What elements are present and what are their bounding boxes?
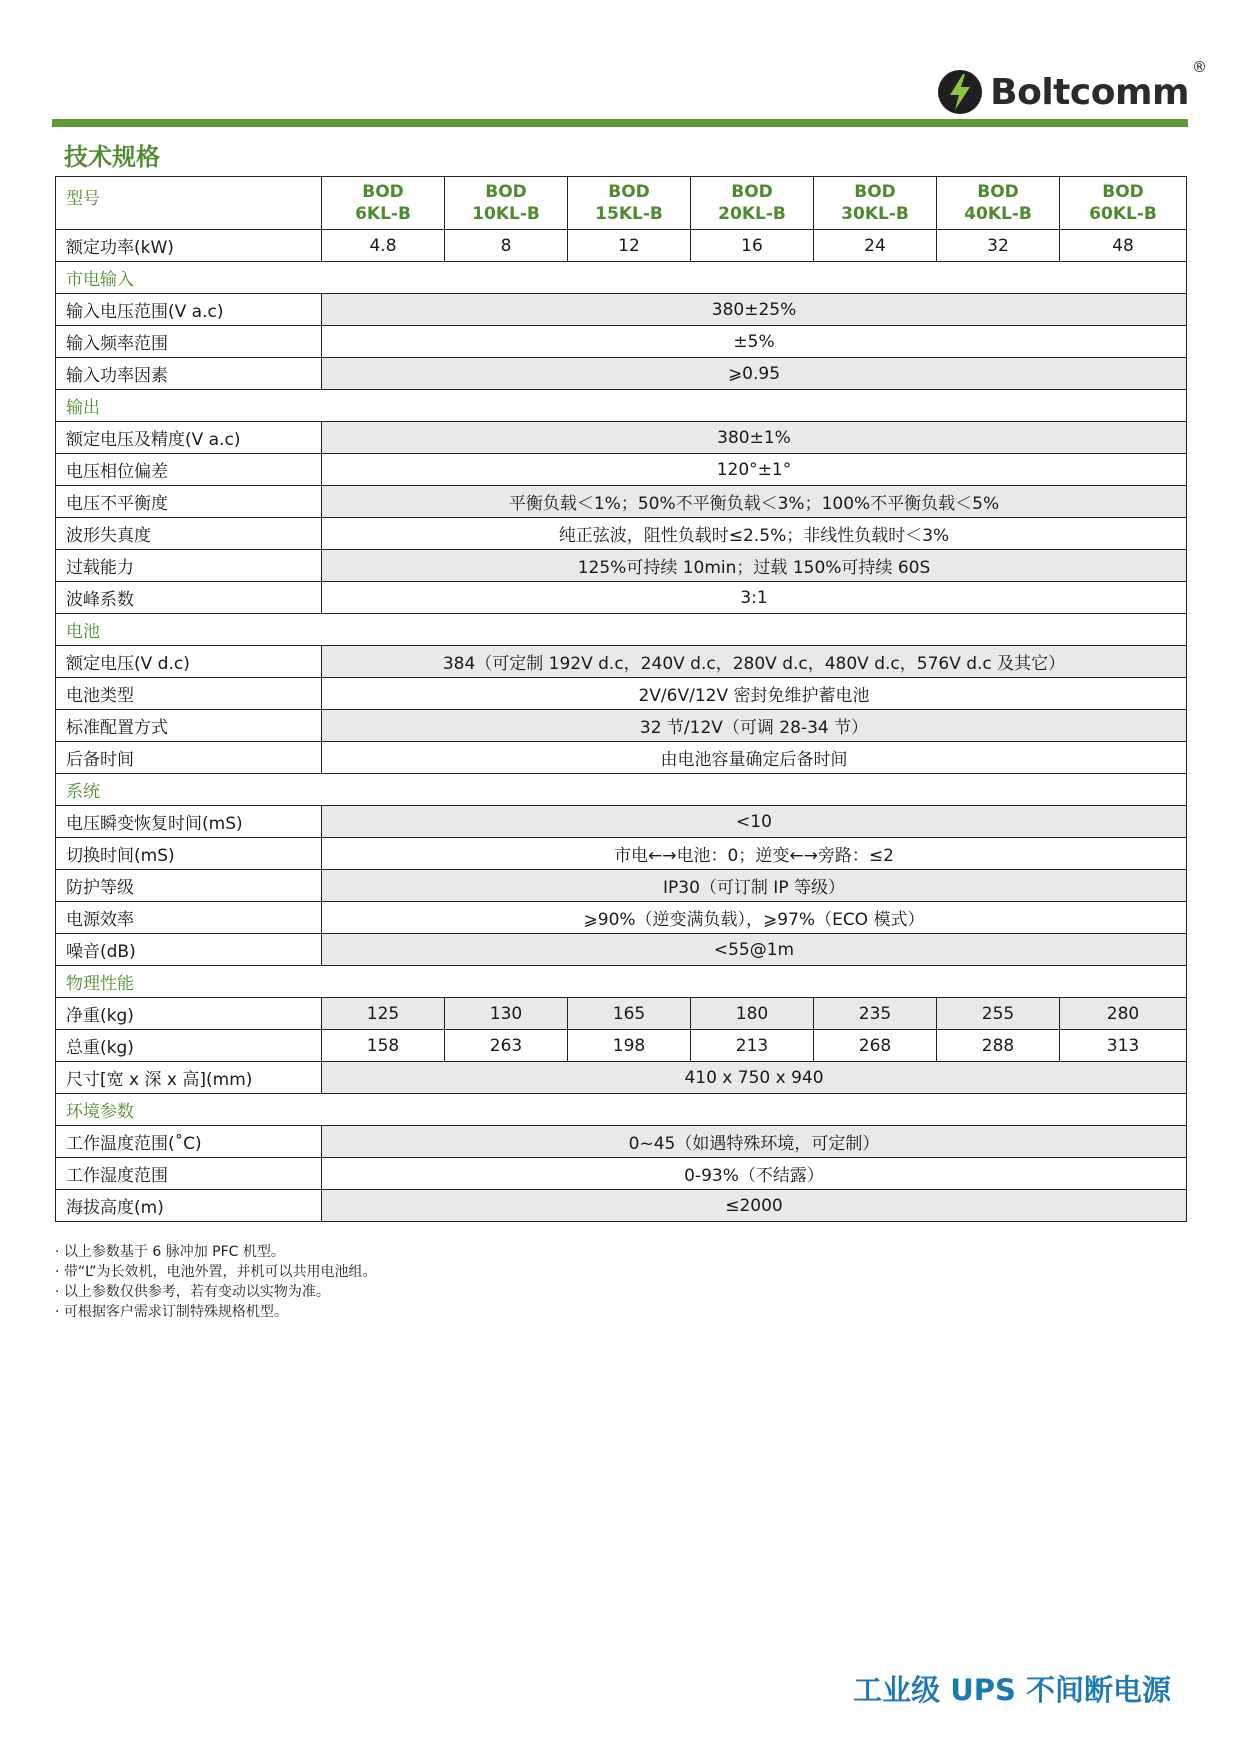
net-weight-value: 235 bbox=[814, 998, 937, 1030]
page-title: 技术规格 bbox=[64, 143, 160, 171]
row-label: 电压不平衡度 bbox=[56, 486, 322, 518]
model-cell: BOD 15KL-B bbox=[568, 177, 691, 230]
section-heading bbox=[56, 1094, 1187, 1126]
power-row bbox=[56, 230, 1187, 262]
row-label: 工作湿度范围 bbox=[56, 1158, 322, 1190]
power-value: 4.8 bbox=[322, 230, 445, 262]
spec-table bbox=[55, 176, 1187, 1222]
spec-row bbox=[56, 806, 1187, 838]
section-env: 环境参数 bbox=[56, 1094, 1187, 1126]
row-label: 电压瞬变恢复时间(mS) bbox=[56, 806, 322, 838]
spec-row bbox=[56, 1062, 1187, 1094]
section-heading bbox=[56, 774, 1187, 806]
spec-row bbox=[56, 902, 1187, 934]
row-label: 防护等级 bbox=[56, 870, 322, 902]
power-value: 8 bbox=[445, 230, 568, 262]
spec-row bbox=[56, 1158, 1187, 1190]
row-value: ⩾0.95 bbox=[322, 358, 1187, 390]
gross-weight-value: 158 bbox=[322, 1030, 445, 1062]
row-value: 市电←→电池：0；逆变←→旁路：≤2 bbox=[322, 838, 1187, 870]
footnote: · 可根据客户需求订制特殊规格机型。 bbox=[55, 1304, 288, 1320]
model-cell: BOD 40KL-B bbox=[937, 177, 1060, 230]
gross-weight-row bbox=[56, 1030, 1187, 1062]
power-value: 16 bbox=[691, 230, 814, 262]
row-value: ⩾90%（逆变满负载），⩾97%（ECO 模式） bbox=[322, 902, 1187, 934]
footer-tagline: 工业级 UPS 不间断电源 bbox=[853, 1673, 1171, 1707]
row-value: 3:1 bbox=[322, 582, 1187, 614]
power-value: 48 bbox=[1060, 230, 1187, 262]
row-label: 输入电压范围(V a.c) bbox=[56, 294, 322, 326]
row-label: 电压相位偏差 bbox=[56, 454, 322, 486]
row-label: 噪音(dB) bbox=[56, 934, 322, 966]
row-label: 电源效率 bbox=[56, 902, 322, 934]
section-input: 市电输入 bbox=[56, 262, 1187, 294]
header-rule bbox=[52, 119, 1188, 127]
section-output: 输出 bbox=[56, 390, 1187, 422]
row-label: 尺寸[宽 x 深 x 高](mm) bbox=[56, 1062, 322, 1094]
gross-weight-value: 288 bbox=[937, 1030, 1060, 1062]
spec-row bbox=[56, 486, 1187, 518]
model-cell: BOD 10KL-B bbox=[445, 177, 568, 230]
row-label: 工作温度范围(˚C) bbox=[56, 1126, 322, 1158]
spec-row bbox=[56, 1126, 1187, 1158]
section-heading bbox=[56, 614, 1187, 646]
section-battery: 电池 bbox=[56, 614, 1187, 646]
brand-logo bbox=[936, 58, 1207, 122]
brand-name: Boltcomm bbox=[990, 71, 1189, 113]
spec-row bbox=[56, 518, 1187, 550]
gross-weight-value: 313 bbox=[1060, 1030, 1187, 1062]
section-system: 系统 bbox=[56, 774, 1187, 806]
spec-row bbox=[56, 934, 1187, 966]
row-label: 过载能力 bbox=[56, 550, 322, 582]
section-heading bbox=[56, 390, 1187, 422]
row-value: 32 节/12V（可调 28-34 节） bbox=[322, 710, 1187, 742]
spec-row bbox=[56, 454, 1187, 486]
spec-row bbox=[56, 422, 1187, 454]
row-value: 由电池容量确定后备时间 bbox=[322, 742, 1187, 774]
spec-row bbox=[56, 742, 1187, 774]
row-value: 384（可定制 192V d.c，240V d.c，280V d.c，480V d.c，576V d.c 及其它） bbox=[322, 646, 1187, 678]
row-value: 2V/6V/12V 密封免维护蓄电池 bbox=[322, 678, 1187, 710]
row-label: 总重(kg) bbox=[56, 1030, 322, 1062]
net-weight-value: 125 bbox=[322, 998, 445, 1030]
row-label: 电池类型 bbox=[56, 678, 322, 710]
row-value: <10 bbox=[322, 806, 1187, 838]
footnote: · 以上参数基于 6 脉冲加 PFC 机型。 bbox=[55, 1244, 285, 1260]
row-label: 输入功率因素 bbox=[56, 358, 322, 390]
model-row bbox=[56, 177, 1187, 230]
spec-row bbox=[56, 710, 1187, 742]
model-cell: BOD 20KL-B bbox=[691, 177, 814, 230]
row-label: 额定功率(kW) bbox=[56, 230, 322, 262]
footnote: · 以上参数仅供参考，若有变动以实物为准。 bbox=[55, 1284, 330, 1300]
net-weight-value: 180 bbox=[691, 998, 814, 1030]
row-value: 125%可持续 10min；过载 150%可持续 60S bbox=[322, 550, 1187, 582]
spec-row bbox=[56, 358, 1187, 390]
spec-row bbox=[56, 838, 1187, 870]
row-label: 切换时间(mS) bbox=[56, 838, 322, 870]
gross-weight-value: 263 bbox=[445, 1030, 568, 1062]
bolt-logo-icon bbox=[936, 68, 984, 116]
spec-row bbox=[56, 1190, 1187, 1222]
gross-weight-value: 198 bbox=[568, 1030, 691, 1062]
row-value: ±5% bbox=[322, 326, 1187, 358]
section-heading bbox=[56, 966, 1187, 998]
net-weight-value: 130 bbox=[445, 998, 568, 1030]
row-label: 净重(kg) bbox=[56, 998, 322, 1030]
model-cell: BOD 6KL-B bbox=[322, 177, 445, 230]
row-label: 波峰系数 bbox=[56, 582, 322, 614]
spec-row bbox=[56, 646, 1187, 678]
row-label: 额定电压及精度(V a.c) bbox=[56, 422, 322, 454]
row-value: IP30（可订制 IP 等级） bbox=[322, 870, 1187, 902]
row-value: 纯正弦波，阻性负载时≤2.5%；非线性负载时＜3% bbox=[322, 518, 1187, 550]
row-value: ≤2000 bbox=[322, 1190, 1187, 1222]
gross-weight-value: 213 bbox=[691, 1030, 814, 1062]
gross-weight-value: 268 bbox=[814, 1030, 937, 1062]
row-label: 标准配置方式 bbox=[56, 710, 322, 742]
net-weight-value: 255 bbox=[937, 998, 1060, 1030]
section-physical: 物理性能 bbox=[56, 966, 1187, 998]
spec-row bbox=[56, 582, 1187, 614]
section-heading bbox=[56, 262, 1187, 294]
net-weight-value: 280 bbox=[1060, 998, 1187, 1030]
spec-row bbox=[56, 294, 1187, 326]
spec-row bbox=[56, 550, 1187, 582]
net-weight-value: 165 bbox=[568, 998, 691, 1030]
row-value: 380±25% bbox=[322, 294, 1187, 326]
registered-mark: ® bbox=[1192, 58, 1207, 76]
row-label: 后备时间 bbox=[56, 742, 322, 774]
footnotes bbox=[55, 1242, 377, 1322]
spec-row bbox=[56, 870, 1187, 902]
model-label: 型号 bbox=[56, 177, 322, 230]
row-value: 0~45（如遇特殊环境，可定制） bbox=[322, 1126, 1187, 1158]
row-label: 额定电压(V d.c) bbox=[56, 646, 322, 678]
row-value: <55@1m bbox=[322, 934, 1187, 966]
net-weight-row bbox=[56, 998, 1187, 1030]
power-value: 24 bbox=[814, 230, 937, 262]
row-value: 410 x 750 x 940 bbox=[322, 1062, 1187, 1094]
row-value: 平衡负载＜1%；50%不平衡负载＜3%；100%不平衡负载＜5% bbox=[322, 486, 1187, 518]
row-label: 海拔高度(m) bbox=[56, 1190, 322, 1222]
row-value: 0-93%（不结露） bbox=[322, 1158, 1187, 1190]
spec-row bbox=[56, 326, 1187, 358]
row-value: 380±1% bbox=[322, 422, 1187, 454]
model-cell: BOD 60KL-B bbox=[1060, 177, 1187, 230]
row-label: 波形失真度 bbox=[56, 518, 322, 550]
power-value: 12 bbox=[568, 230, 691, 262]
footnote: · 带“L”为长效机，电池外置，并机可以共用电池组。 bbox=[55, 1264, 377, 1280]
row-value: 120°±1° bbox=[322, 454, 1187, 486]
row-label: 输入频率范围 bbox=[56, 326, 322, 358]
model-cell: BOD 30KL-B bbox=[814, 177, 937, 230]
power-value: 32 bbox=[937, 230, 1060, 262]
spec-row bbox=[56, 678, 1187, 710]
